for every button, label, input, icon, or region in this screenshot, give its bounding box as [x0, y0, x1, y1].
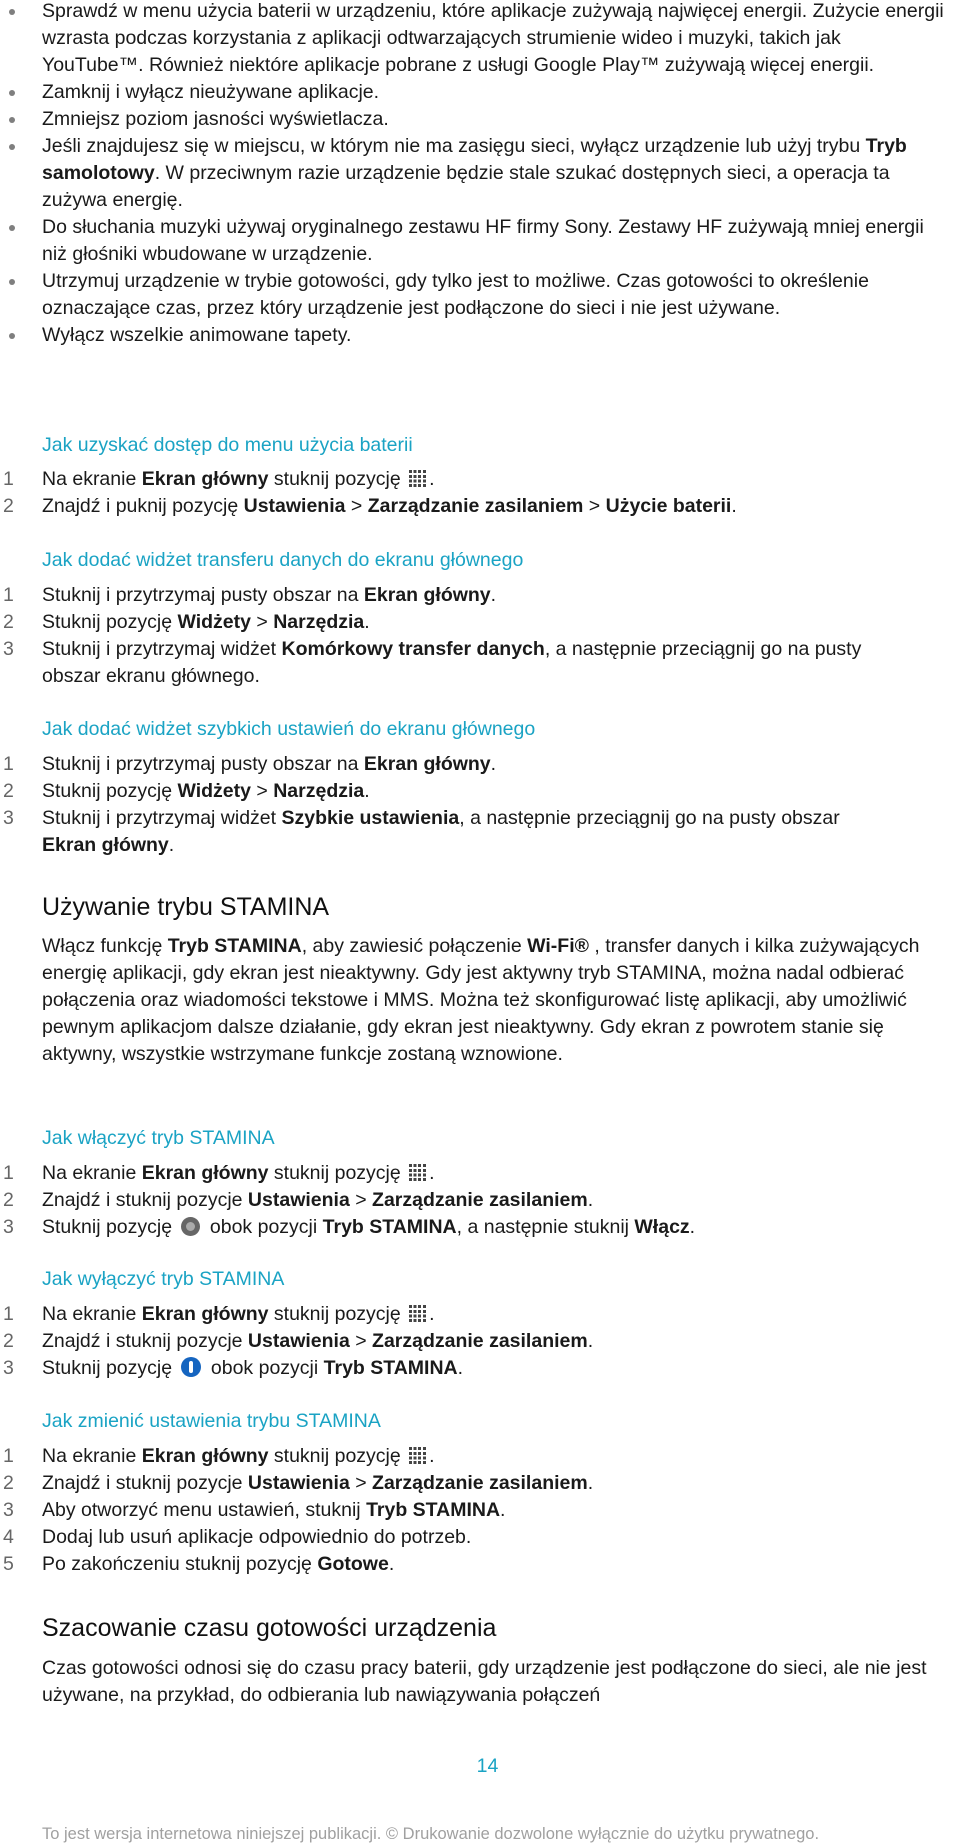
- apps-grid-icon: [409, 470, 426, 487]
- step: 3 Aby otworzyć menu ustawień, stuknij Tryb STAMINA.: [3, 1499, 506, 1521]
- steps-battery-usage: [0, 466, 940, 520]
- section-title-data-widget: Jak dodać widżet transferu danych do ekranu głównego: [42, 549, 524, 571]
- apps-grid-icon: [409, 1164, 426, 1181]
- list-item: Zamknij i wyłącz nieużywane aplikacje.: [42, 79, 947, 106]
- step: 1 Na ekranie Ekran główny stuknij pozycję .: [3, 1303, 435, 1325]
- section-title-stamina-settings: Jak zmienić ustawienia trybu STAMINA: [42, 1410, 381, 1432]
- step: 1 Na ekranie Ekran główny stuknij pozycję .: [3, 1445, 435, 1467]
- step: 1 Stuknij i przytrzymaj pusty obszar na Ekran główny.: [3, 584, 497, 606]
- section-title-disable-stamina: Jak wyłączyć tryb STAMINA: [42, 1268, 285, 1290]
- page-number: 14: [476, 1755, 499, 1777]
- apps-grid-icon: [409, 1305, 426, 1322]
- step: 1 Na ekranie Ekran główny stuknij pozycję .: [3, 1162, 435, 1184]
- step: 4 Dodaj lub usuń aplikacje odpowiednio do potrzeb.: [3, 1526, 472, 1548]
- list-item: Wyłącz wszelkie animowane tapety.: [42, 322, 947, 349]
- list-item: Utrzymuj urządzenie w trybie gotowości, gdy tylko jest to możliwe. Czas gotowości to określenie oznaczające czas, przez który urządzenie jest podłączone do sieci i nie jest używane.: [42, 268, 947, 322]
- battery-tips-list: [42, 0, 947, 349]
- steps-disable-stamina: [0, 1301, 940, 1382]
- list-item: Do słuchania muzyki używaj oryginalnego zestawu HF firmy Sony. Zestawy HF zużywają mniej energii niż głośniki wbudowane w urządzenie.: [42, 214, 947, 268]
- step: 3 Stuknij pozycję obok pozycji Tryb STAMINA.: [3, 1357, 464, 1379]
- section-title-battery-usage: Jak uzyskać dostęp do menu użycia baterii: [42, 434, 413, 456]
- step: 2 Znajdź i stuknij pozycje Ustawienia > Zarządzanie zasilaniem.: [3, 1189, 594, 1211]
- step: 2 Znajdź i stuknij pozycje Ustawienia > Zarządzanie zasilaniem.: [3, 1330, 594, 1352]
- step: 3 Stuknij pozycję obok pozycji Tryb STAMINA, a następnie stuknij Włącz.: [3, 1216, 696, 1238]
- step: 3 Stuknij i przytrzymaj widżet Szybkie ustawienia, a następnie przeciągnij go na pusty obszar Ekran główny.: [3, 807, 840, 856]
- section-title-enable-stamina: Jak włączyć tryb STAMINA: [42, 1127, 275, 1149]
- footer-note: To jest wersja internetowa niniejszej publikacji. © Drukowanie dozwolone wyłącznie do użytku prywatnego.: [42, 1825, 820, 1843]
- step: 2 Stuknij pozycję Widżety > Narzędzia.: [3, 611, 370, 633]
- standby-description: Czas gotowości odnosi się do czasu pracy baterii, gdy urządzenie jest podłączone do sieci, ale nie jest używane, na przykład, do odbierania lub nawiązywania połączeń: [42, 1657, 927, 1706]
- steps-data-widget: [0, 582, 940, 690]
- step: 1 Na ekranie Ekran główny stuknij pozycję .: [3, 468, 435, 490]
- stamina-description: Włącz funkcję Tryb STAMINA, aby zawiesić połączenie Wi-Fi® , transfer danych i kilka zużywających energię aplikacji, gdy ekran jest nieaktywny. Gdy jest aktywny tryb STAMINA, można nadal odbierać połączenia oraz wiadomości tekstowe i MMS. Można też skonfigurować listę aplikacji, aby umożliwić pewnym aplikacjom dalsze działanie, gdy ekran jest nieaktywny. Gdy ekran z powrotem stanie się aktywny, wszystkie wstrzymane funkcje zostaną wznowione.: [42, 935, 920, 1065]
- toggle-off-icon: [181, 1217, 200, 1236]
- toggle-on-icon: [181, 1357, 201, 1377]
- step: 5 Po zakończeniu stuknij pozycję Gotowe.: [3, 1553, 395, 1575]
- section-title-quick-settings-widget: Jak dodać widżet szybkich ustawień do ekranu głównego: [42, 718, 536, 740]
- list-item: Jeśli znajdujesz się w miejscu, w którym nie ma zasięgu sieci, wyłącz urządzenie lub użyj trybu Tryb samolotowy. W przeciwnym razie urządzenie będzie stale szukać dostępnych sieci, a operacja ta zużywa energię.: [42, 133, 947, 214]
- section-heading-standby: Szacowanie czasu gotowości urządzenia: [42, 1614, 497, 1642]
- step: 3 Stuknij i przytrzymaj widżet Komórkowy transfer danych, a następnie przeciągnij go na pusty obszar ekranu głównego.: [3, 638, 862, 687]
- step: 2 Znajdź i puknij pozycję Ustawienia > Zarządzanie zasilaniem > Użycie baterii.: [3, 495, 737, 517]
- steps-quick-settings-widget: [0, 751, 940, 859]
- list-item: Sprawdź w menu użycia baterii w urządzeniu, które aplikacje zużywają najwięcej energii. Zużycie energii wzrasta podczas korzystania z aplikacji odtwarzających strumienie wideo i muzyki, takich jak YouTube™. Również niektóre aplikacje pobrane z usługi Google Play™ zużywają więcej energii.: [42, 0, 947, 79]
- step: 2 Znajdź i stuknij pozycje Ustawienia > Zarządzanie zasilaniem.: [3, 1472, 594, 1494]
- step: 2 Stuknij pozycję Widżety > Narzędzia.: [3, 780, 370, 802]
- steps-enable-stamina: [0, 1160, 940, 1241]
- section-heading-stamina: Używanie trybu STAMINA: [42, 893, 330, 921]
- steps-stamina-settings: [0, 1443, 940, 1578]
- list-item: Zmniejsz poziom jasności wyświetlacza.: [42, 106, 947, 133]
- apps-grid-icon: [409, 1447, 426, 1464]
- step: 1 Stuknij i przytrzymaj pusty obszar na Ekran główny.: [3, 753, 497, 775]
